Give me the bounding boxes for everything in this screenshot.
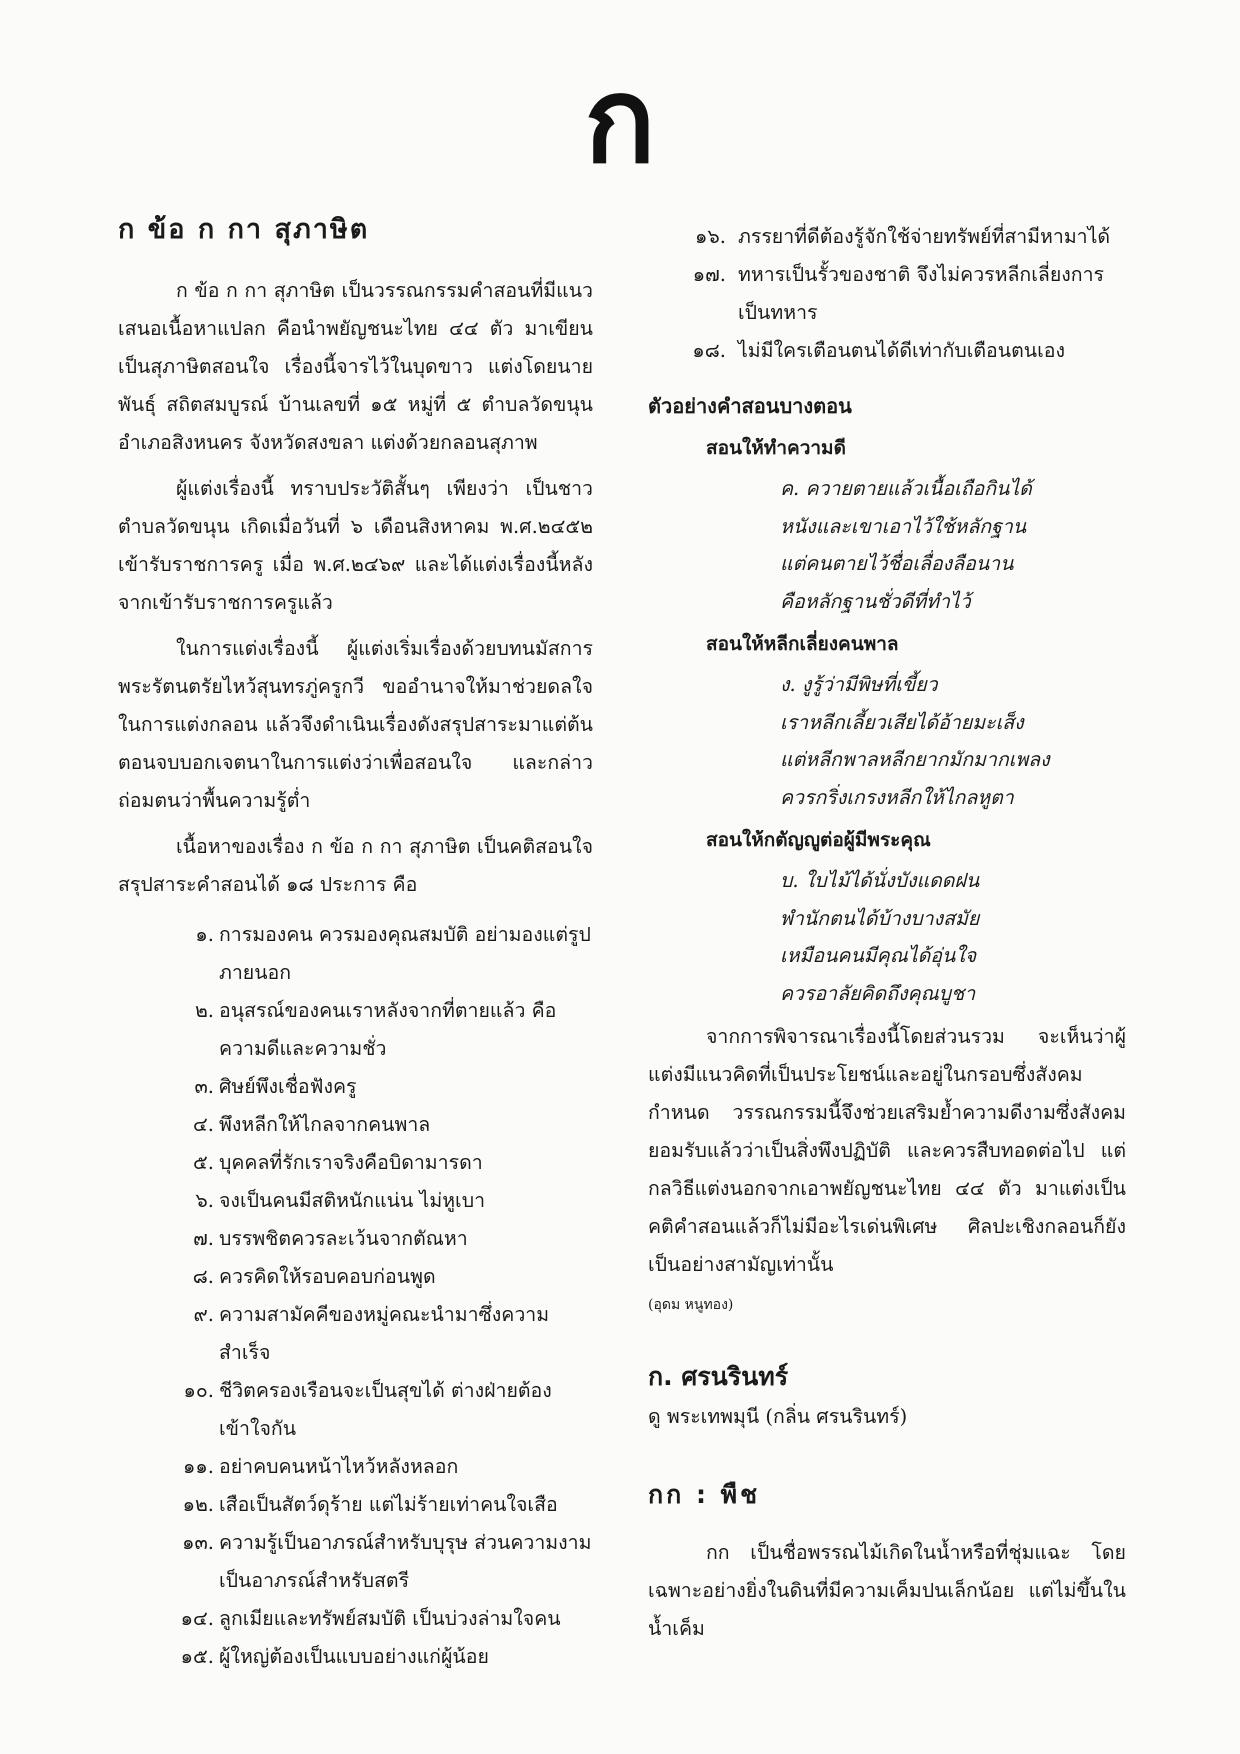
section-letter: ก bbox=[584, 51, 656, 189]
list-item-text: อนุสรณ์ของคนเราหลังจากที่ตายแล้ว คือความดีและความชั่ว bbox=[219, 999, 557, 1060]
example-topic-avoid-fools: สอนให้หลีกเลี่ยงคนพาล bbox=[706, 633, 899, 655]
paragraph-plant-description: กก เป็นชื่อพรรณไม้เกิดในน้ำหรือที่ชุ่มแฉะ โดยเฉพาะอย่างยิ่งในดินที่มีความเค็มปนเล็กน้อย แต่ไม่ขึ้นในน้ำเค็ม bbox=[648, 1541, 1126, 1640]
list-item bbox=[186, 1068, 593, 1106]
list-item-number: ๑. bbox=[195, 923, 214, 946]
list-item bbox=[692, 256, 1126, 332]
list-item-text: บรรพชิตควรละเว้นจากตัณหา bbox=[219, 1227, 468, 1250]
list-item-number: ๖. bbox=[195, 1189, 214, 1212]
list-item bbox=[186, 1296, 593, 1372]
list-item-number: ๑๐. bbox=[183, 1379, 214, 1402]
list-item bbox=[186, 1182, 593, 1220]
teaching-points-list-continued bbox=[648, 218, 1126, 370]
list-item-number: ๓. bbox=[194, 1075, 214, 1098]
list-item-number: ๑๗. bbox=[692, 263, 726, 286]
paragraph-author-bio: ผู้แต่งเรื่องนี้ ทราบประวัติสั้นๆ เพียงว่า เป็นชาวตำบลวัดขนุน เกิดเมื่อวันที่ ๖ เดือนสิงหาคม พ.ศ.๒๔๕๒ เข้ารับราชการครู เมื่อ พ.ศ.๒๔๖๙ และได้แต่งเรื่องนี้หลังจากเข้ารับราชการครูแล้ว bbox=[118, 477, 593, 614]
list-item-number: ๗. bbox=[193, 1227, 214, 1250]
poem-line: แต่คนตายไว้ชื่อเลื่องลือนาน bbox=[780, 552, 1014, 575]
poem-line: คือหลักฐานชั่วดีที่ทำไว้ bbox=[780, 589, 971, 613]
list-item-text: ชีวิตครองเรือนจะเป็นสุขได้ ต่างฝ่ายต้องเข้าใจกัน bbox=[219, 1379, 552, 1440]
right-column bbox=[648, 218, 1126, 1656]
list-item bbox=[186, 1258, 593, 1296]
list-item-text: เสือเป็นสัตว์ดุร้าย แต่ไม่ร้ายเท่าคนใจเสือ bbox=[219, 1493, 558, 1516]
teaching-points-list bbox=[118, 916, 593, 1676]
list-item-number: ๙. bbox=[193, 1303, 214, 1326]
paragraph-structure: ในการแต่งเรื่องนี้ ผู้แต่งเริ่มเรื่องด้วยบทนมัสการพระรัตนตรัยไหว้สุนทรภู่ครูกวี ขออำนาจให้มาช่วยดลใจในการแต่งกลอน แล้วจึงดำเนินเรื่องดังสรุปสาระมาแต่ต้น ตอนจบบอกเจตนาในการแต่งว่าเพื่อสอนใจ และกล่าวถ่อมตนว่าพื้นความรู้ต่ำ bbox=[118, 637, 593, 812]
author-credit: (อุดม หนูทอง) bbox=[648, 1297, 734, 1313]
list-item bbox=[692, 332, 1126, 370]
poem-line: ง. งูรู้ว่ามีพิษที่เขี้ยว bbox=[780, 673, 938, 696]
paragraph-intro: ก ข้อ ก กา สุภาษิต เป็นวรรณกรรมคำสอนที่มีแนวเสนอเนื้อหาแปลก คือนำพยัญชนะไทย ๔๔ ตัว มาเขียนเป็นสุภาษิตสอนใจ เรื่องนี้จารไว้ในบุดขาว แต่งโดยนายพันธุ์ สถิตสมบูรณ์ บ้านเลขที่ ๑๕ หมู่ที่ ๕ ตำบลวัดขนุน อำเภอสิงหนคร จังหวัดสงขลา แต่งด้วยกลอนสุภาพ bbox=[118, 279, 593, 454]
list-item-text: ผู้ใหญ่ต้องเป็นแบบอย่างแก่ผู้น้อย bbox=[219, 1645, 489, 1668]
list-item-number: ๑๒. bbox=[182, 1493, 214, 1516]
list-item bbox=[186, 1220, 593, 1258]
paragraph-content-summary: เนื้อหาของเรื่อง ก ข้อ ก กา สุภาษิต เป็นคติสอนใจ สรุปสาระคำสอนได้ ๑๘ ประการ คือ bbox=[118, 835, 593, 896]
list-item-text: จงเป็นคนมีสติหนักแน่น ไม่หูเบา bbox=[219, 1189, 486, 1212]
list-item bbox=[182, 1486, 593, 1524]
list-item-number: ๑๖. bbox=[695, 225, 726, 248]
poem-gratitude bbox=[780, 862, 1126, 1012]
list-item bbox=[186, 916, 593, 992]
list-item-number: ๔. bbox=[193, 1113, 214, 1136]
list-item-number: ๘. bbox=[192, 1265, 214, 1288]
left-column bbox=[118, 210, 593, 1676]
list-item bbox=[180, 1600, 593, 1638]
list-item-text: ความรู้เป็นอาภรณ์สำหรับบุรุษ ส่วนความงามเป็นอาภรณ์สำหรับสตรี bbox=[219, 1531, 592, 1592]
list-item-text: ภรรยาที่ดีต้องรู้จักใช้จ่ายทรัพย์ที่สามีหามาได้ bbox=[738, 225, 1111, 248]
list-item bbox=[186, 1144, 593, 1182]
poem-line: เหมือนคนมีคุณได้อุ่นใจ bbox=[780, 944, 977, 967]
poem-line: บ. ใบไม้ได้นั่งบังแดดฝน bbox=[780, 869, 980, 892]
list-item-text: อย่าคบคนหน้าไหว้หลังหลอก bbox=[219, 1455, 459, 1478]
list-item-text: พึงหลีกให้ไกลจากคนพาล bbox=[219, 1113, 431, 1136]
list-item-text: บุคคลที่รักเราจริงคือบิดามารดา bbox=[219, 1151, 483, 1174]
list-item bbox=[183, 1372, 593, 1448]
list-item-text: ไม่มีใครเตือนตนได้ดีเท่ากับเตือนตนเอง bbox=[738, 339, 1065, 362]
list-item-number: ๕. bbox=[193, 1151, 214, 1174]
see-also-reference: ดู พระเทพมุนี (กลิ่น ศรนรินทร์) bbox=[648, 1405, 908, 1428]
poem-line: ควรอาลัยคิดถึงคุณบูชา bbox=[780, 981, 976, 1005]
poem-line: พำนักตนได้บ้างบางสมัย bbox=[780, 906, 980, 930]
poem-line: ควรกริ่งเกรงหลีกให้ไกลหูตา bbox=[780, 785, 1014, 809]
list-item-number: ๑๕. bbox=[180, 1645, 214, 1668]
list-item-number: ๑๓. bbox=[182, 1531, 214, 1554]
list-item-text: ความสามัคคีของหมู่คณะนำมาซึ่งความสำเร็จ bbox=[219, 1303, 550, 1364]
example-topic-gratitude: สอนให้กตัญญูต่อผู้มีพระคุณ bbox=[706, 829, 931, 851]
list-item-number: ๒. bbox=[194, 999, 214, 1022]
list-item-number: ๑๑. bbox=[183, 1455, 214, 1478]
list-item bbox=[186, 992, 593, 1068]
list-item-text: การมองคน ควรมองคุณสมบัติ อย่ามองแต่รูปภายนอก bbox=[219, 923, 591, 984]
list-item-text: ทหารเป็นรั้วของชาติ จึงไม่ควรหลีกเลี่ยงการเป็นทหาร bbox=[738, 263, 1105, 324]
list-item-text: ควรคิดให้รอบคอบก่อนพูด bbox=[219, 1265, 436, 1288]
poem-line: เราหลีกเลี้ยวเสียได้อ้ายมะเส็ง bbox=[780, 710, 1024, 734]
list-item bbox=[182, 1524, 593, 1600]
paragraph-conclusion: จากการพิจารณาเรื่องนี้โดยส่วนรวม จะเห็นว่าผู้แต่งมีแนวคิดที่เป็นประโยชน์และอยู่ในกรอบซึ่งสังคมกำหนด วรรณกรรมนี้จึงช่วยเสริมย้ำความดีงามซึ่งสังคมยอมรับแล้วว่าเป็นสิ่งพึงปฏิบัติ และควรสืบทอดต่อไป แต่กลวิธีแต่งนอกจากเอาพยัญชนะไทย ๔๔ ตัว มาแต่งเป็นคติคำสอนแล้วก็ไม่มีอะไรเด่นพิเศษ ศิลปะเชิงกลอนก็ยังเป็นอย่างสามัญเท่านั้น bbox=[648, 1025, 1126, 1276]
list-item-text: ลูกเมียและทรัพย์สมบัติ เป็นบ่วงล่ามใจคน bbox=[219, 1607, 561, 1630]
list-item-number: ๑๔. bbox=[180, 1607, 214, 1630]
poem-avoid-fools bbox=[780, 666, 1126, 816]
list-item bbox=[695, 218, 1126, 256]
examples-heading: ตัวอย่างคำสอนบางตอน bbox=[648, 394, 852, 418]
list-item-text: ศิษย์พึงเชื่อฟังครู bbox=[219, 1075, 357, 1098]
list-item bbox=[180, 1638, 593, 1676]
entry-title: ก. ศรนรินทร์ bbox=[648, 1362, 789, 1391]
list-item-number: ๑๘. bbox=[692, 339, 726, 362]
poem-line: หนังและเขาเอาไว้ใช้หลักฐาน bbox=[780, 514, 1027, 538]
poem-goodness bbox=[780, 470, 1126, 620]
poem-line: ค. ควายตายแล้วเนื้อเถือกินได้ bbox=[780, 477, 1032, 500]
list-item bbox=[183, 1448, 593, 1486]
entry-title: ก ข้อ ก กา สุภาษิต bbox=[118, 214, 370, 245]
example-topic-goodness: สอนให้ทำความดี bbox=[706, 437, 846, 459]
entry-title: กก : พืช bbox=[648, 1480, 761, 1509]
list-item bbox=[186, 1106, 593, 1144]
poem-line: แต่หลีกพาลหลีกยากมักมากเพลง bbox=[780, 748, 1050, 771]
